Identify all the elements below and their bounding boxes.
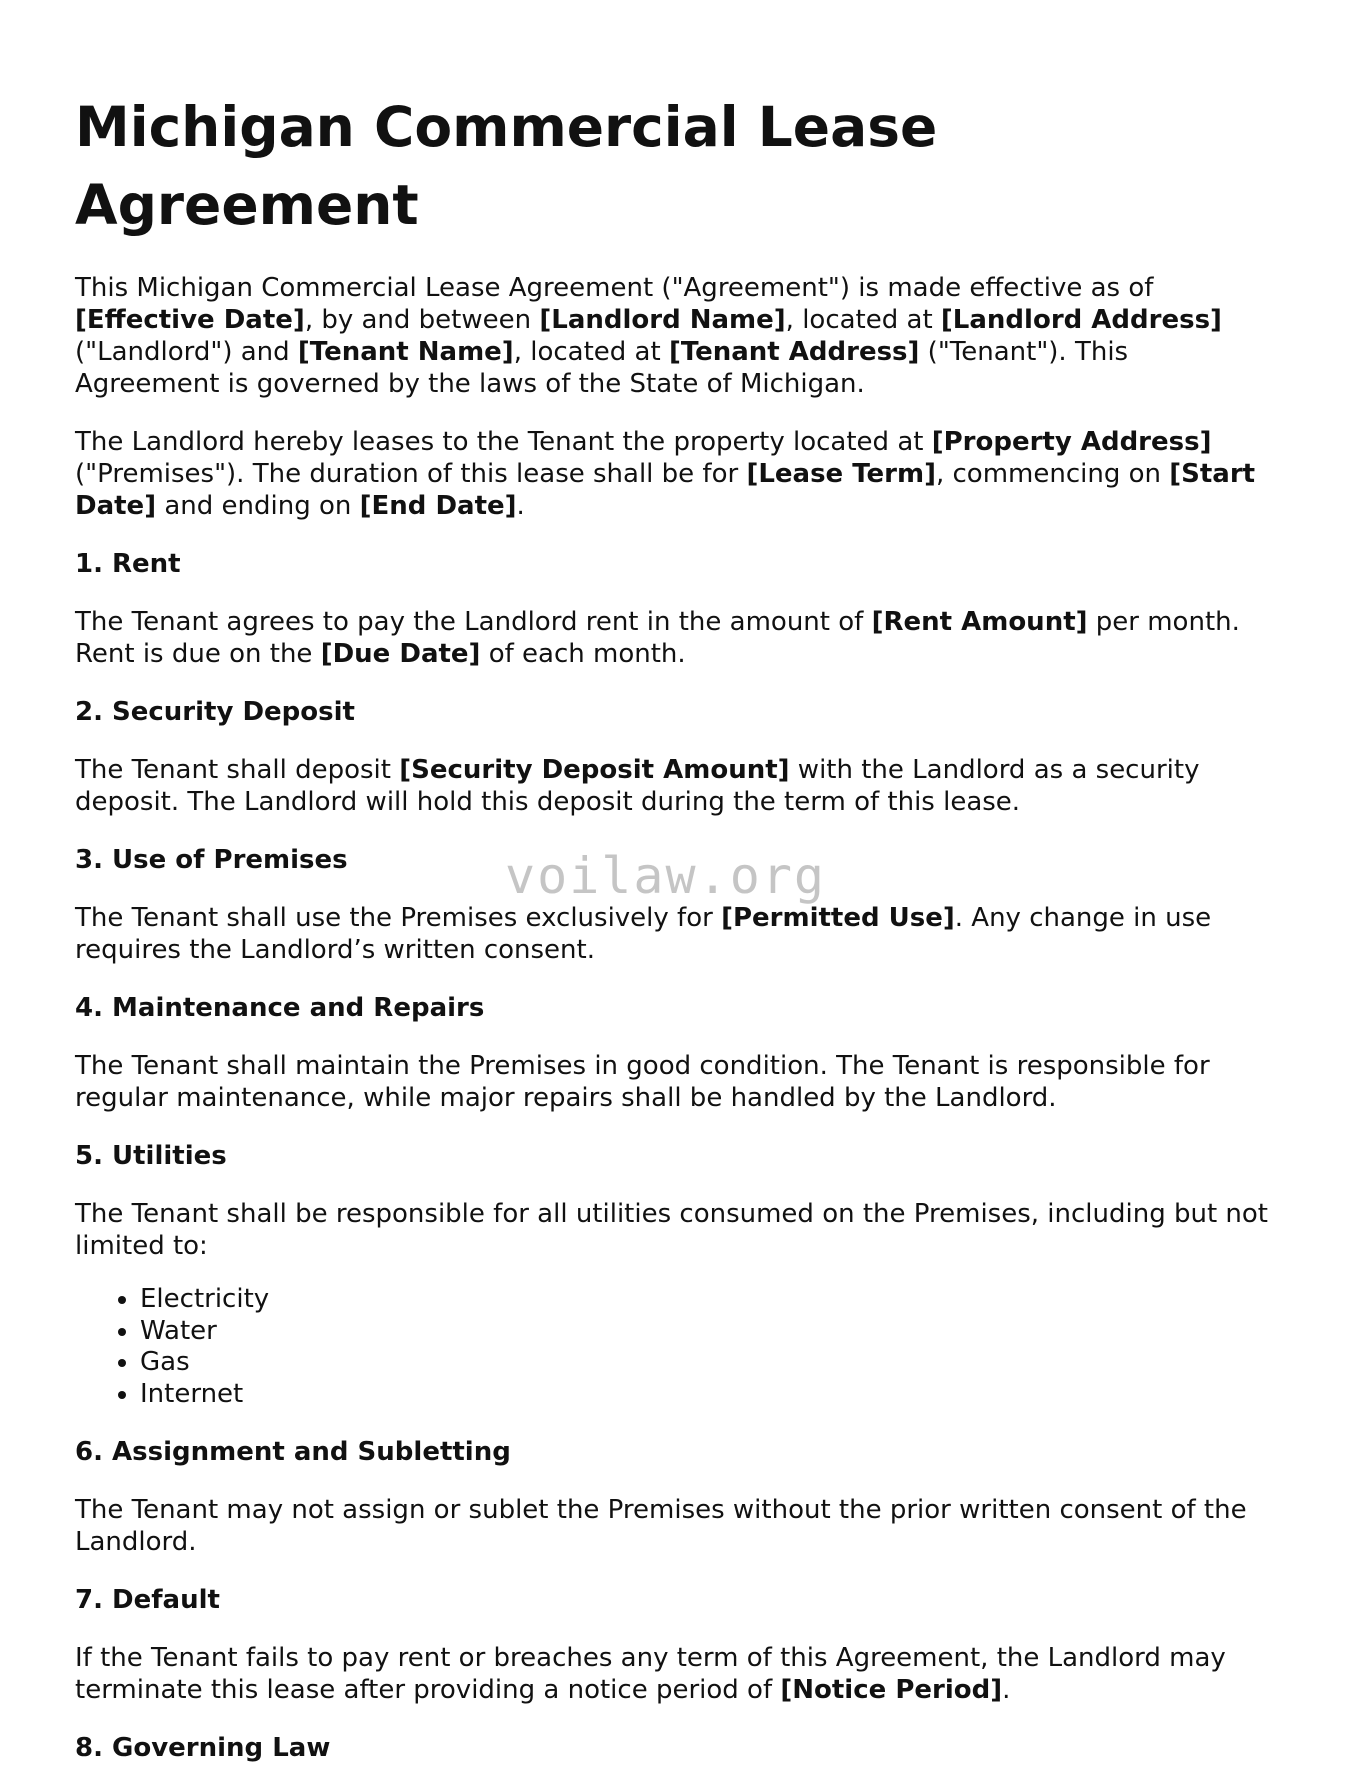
watermark: voilaw.org — [505, 847, 827, 905]
permitted-use-placeholder: [Permitted Use] — [721, 903, 955, 933]
intro-paragraph — [75, 272, 1275, 400]
text: The Tenant shall use the Premises exclusively for — [75, 903, 722, 933]
section-heading-governing-law: 8. Governing Law — [75, 1733, 331, 1763]
section-heading-security-deposit: 2. Security Deposit — [75, 697, 355, 727]
text: with the Landlord as a security deposit. The Landlord will hold this deposit during the term of this lease. — [75, 755, 1200, 817]
tenant-name-placeholder: [Tenant Name] — [297, 337, 514, 367]
text: The Landlord hereby leases to the Tenant the property located at — [75, 427, 932, 457]
effective-date-placeholder: [Effective Date] — [75, 305, 305, 335]
landlord-address-placeholder: [Landlord Address] — [940, 305, 1222, 335]
text: per month. Rent is due on the — [75, 607, 1240, 669]
text: If the Tenant fails to pay rent or breaches any term of this Agreement, the Landlord may terminate this lease after providing a notice period of — [75, 1643, 1226, 1705]
lease-term-placeholder: [Lease Term] — [746, 459, 936, 489]
text: The Tenant agrees to pay the Landlord rent in the amount of — [75, 607, 872, 637]
section-heading-rent: 1. Rent — [75, 549, 181, 579]
maintenance-paragraph: The Tenant shall maintain the Premises in good condition. The Tenant is responsible for regular maintenance, while major repairs shall be handled by the Landlord. — [75, 1051, 1210, 1113]
deposit-paragraph — [75, 754, 1275, 818]
text: . — [516, 491, 525, 521]
text: ("Tenant"). This Agreement is governed by the laws of the State of Michigan. — [75, 337, 1129, 399]
section-heading-utilities: 5. Utilities — [75, 1141, 227, 1171]
list-item: • Gas — [140, 1347, 1275, 1379]
text: . Any change in use requires the Landlord’s written consent. — [75, 903, 1212, 965]
text: , by and between — [304, 305, 540, 335]
landlord-name-placeholder: [Landlord Name] — [539, 305, 786, 335]
text: The Tenant shall deposit — [75, 755, 400, 785]
section-heading-assignment: 6. Assignment and Subletting — [75, 1437, 511, 1467]
assignment-paragraph: The Tenant may not assign or sublet the Premises without the prior written consent of the Landlord. — [75, 1495, 1247, 1557]
text: of each month. — [480, 639, 686, 669]
section-heading-use-of-premises: 3. Use of Premises — [75, 845, 348, 875]
text: This Michigan Commercial Lease Agreement ("Agreement") is made effective as of — [75, 273, 1154, 303]
list-item: • Electricity — [140, 1284, 1275, 1316]
due-date-placeholder: [Due Date] — [320, 639, 481, 669]
tenant-address-placeholder: [Tenant Address] — [668, 337, 920, 367]
list-item: • Internet — [140, 1379, 1275, 1411]
end-date-placeholder: [End Date] — [359, 491, 517, 521]
premises-paragraph — [75, 426, 1275, 522]
utilities-list — [75, 1284, 1275, 1410]
utilities-paragraph: The Tenant shall be responsible for all utilities consumed on the Premises, including but not limited to: — [75, 1199, 1268, 1261]
document-page — [75, 88, 1275, 1790]
default-paragraph — [75, 1642, 1275, 1706]
start-date-placeholder: [Start Date] — [75, 459, 1256, 521]
text: , located at — [513, 337, 669, 367]
text: . — [1002, 1675, 1011, 1705]
text: ("Premises"). The duration of this lease shall be for — [75, 459, 747, 489]
text: , commencing on — [935, 459, 1170, 489]
deposit-amount-placeholder: [Security Deposit Amount] — [399, 755, 790, 785]
use-paragraph — [75, 902, 1275, 966]
text: and ending on — [156, 491, 360, 521]
rent-amount-placeholder: [Rent Amount] — [871, 607, 1088, 637]
text: ("Landlord") and — [75, 337, 298, 367]
rent-paragraph — [75, 606, 1275, 670]
text: , located at — [785, 305, 941, 335]
list-item: • Water — [140, 1316, 1275, 1348]
section-heading-maintenance: 4. Maintenance and Repairs — [75, 993, 485, 1023]
property-address-placeholder: [Property Address] — [931, 427, 1212, 457]
section-heading-default: 7. Default — [75, 1585, 220, 1615]
document-title: Michigan Commercial Lease Agreement — [75, 95, 938, 237]
notice-period-placeholder: [Notice Period] — [780, 1675, 1003, 1705]
